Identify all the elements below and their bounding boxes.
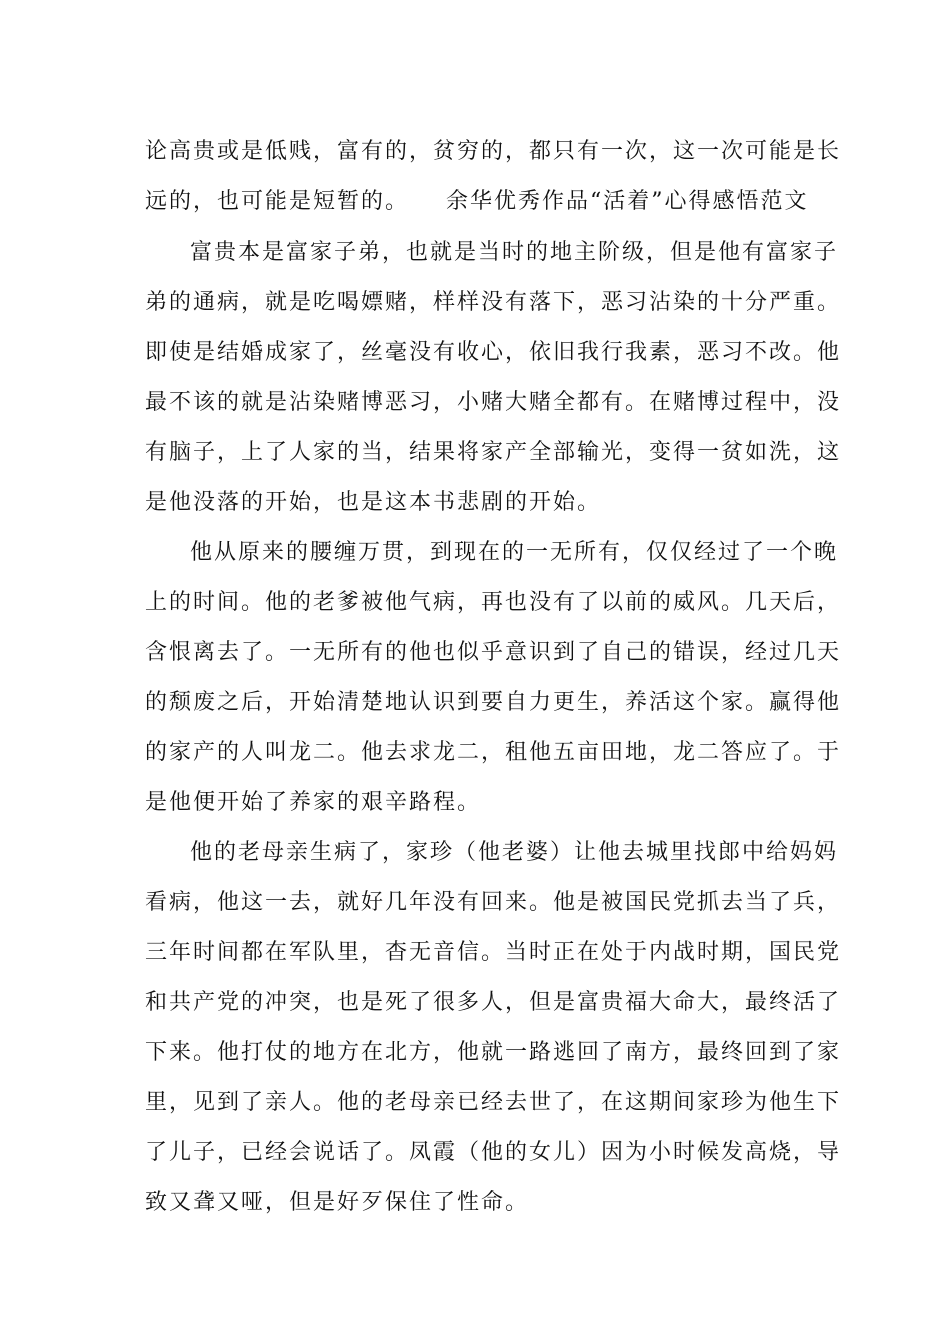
- text-line: 致又聋又哑，但是好歹保住了性命。: [145, 1190, 530, 1215]
- paragraph-first-line: 他的老母亲生病了，家珍（他老婆）让他去城里找郎中给妈妈: [190, 840, 839, 865]
- paragraph-first-line: 他从原来的腰缠万贯，到现在的一无所有，仅仅经过了一个晚: [190, 540, 839, 565]
- text-line: 的家产的人叫龙二。他去求龙二，租他五亩田地，龙二答应了。于: [145, 740, 842, 765]
- paragraph-first-line: 富贵本是富家子弟，也就是当时的地主阶级，但是他有富家子: [190, 240, 839, 265]
- text-line: 论高贵或是低贱，富有的，贫穷的，都只有一次，这一次可能是长: [145, 139, 842, 164]
- text-line: 了儿子，已经会说话了。凤霞（他的女儿）因为小时候发高烧，导: [145, 1140, 842, 1165]
- text-line: 有脑子，上了人家的当，结果将家产全部输光，变得一贫如洗，这: [145, 440, 842, 465]
- text-line: 弟的通病，就是吃喝嫖赌，样样没有落下，恶习沾染的十分严重。: [145, 290, 842, 315]
- text-line: 远的，也可能是短暂的。 余华优秀作品“活着”心得感悟范文: [145, 189, 809, 214]
- text-line: 含恨离去了。一无所有的他也似乎意识到了自己的错误，经过几天: [145, 640, 842, 665]
- text-line: 和共产党的冲突，也是死了很多人，但是富贵福大命大，最终活了: [145, 990, 842, 1015]
- text-line: 上的时间。他的老爹被他气病，再也没有了以前的威风。几天后，: [145, 590, 842, 615]
- text-line: 是他便开始了养家的艰辛路程。: [145, 790, 482, 815]
- text-line: 里，见到了亲人。他的老母亲已经去世了，在这期间家珍为他生下: [145, 1090, 842, 1115]
- text-line: 下来。他打仗的地方在北方，他就一路逃回了南方，最终回到了家: [145, 1040, 842, 1065]
- text-line: 最不该的就是沾染赌博恶习，小赌大赌全都有。在赌博过程中，没: [145, 390, 842, 415]
- text-line: 看病，他这一去，就好几年没有回来。他是被国民党抓去当了兵，: [145, 890, 842, 915]
- text-line: 是他没落的开始，也是这本书悲剧的开始。: [145, 490, 602, 515]
- text-line: 即使是结婚成家了，丝毫没有收心，依旧我行我素，恶习不改。他: [145, 340, 842, 365]
- text-line: 三年时间都在军队里，杳无音信。当时正在处于内战时期，国民党: [145, 940, 842, 965]
- text-line: 的颓废之后，开始清楚地认识到要自力更生，养活这个家。赢得他: [145, 690, 842, 715]
